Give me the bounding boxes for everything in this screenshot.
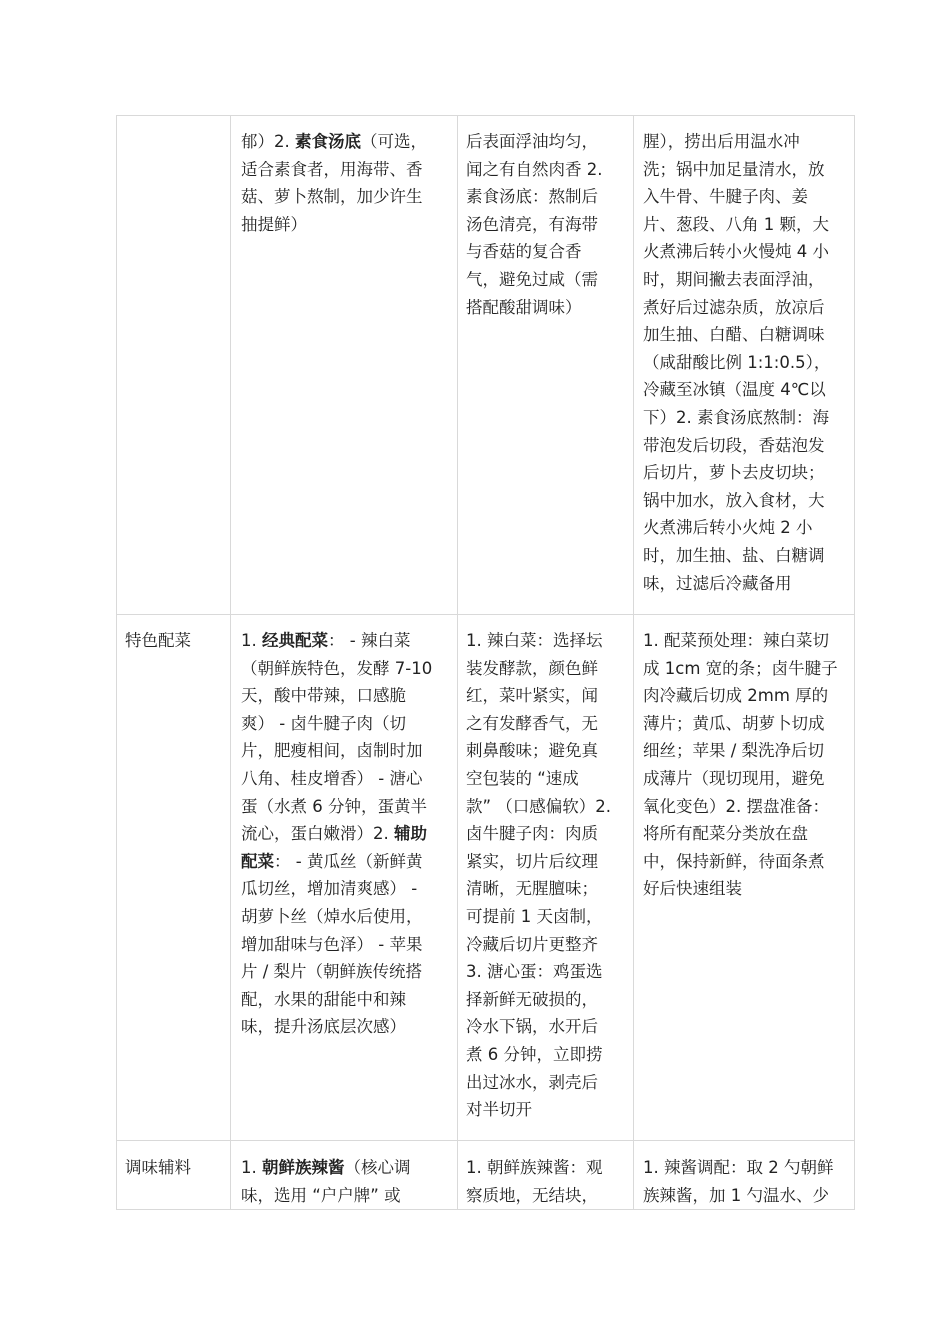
row-divider-2 [116,1140,855,1141]
row1-col1-cell: 1. 经典配菜： - 辣白菜 （朝鲜族特色，发酵 7-10 天，酸中带辣，口感脆 爽） - 卤牛腱子肉（切 片，肥瘦相间，卤制时加 八角、桂皮增香） - 溏心 蛋（水煮 6 分钟，蛋黄半 流心，蛋白嫩滑）2. 辅助 配菜： - 黄瓜丝（新鲜黄 瓜切丝，增加清爽感） - 胡萝卜丝（焯水后使用， 增加甜味与色泽） - 苹果 片 / 梨片（朝鲜族传统搭 配，水果的甜能中和辣 味，提升汤底层次感） [241,631,433,1037]
row0-col2-cell: 后表面浮油均匀， 闻之有自然肉香 2. 素食汤底：熬制后 汤色清亮，有海带 与香菇的复合香 气，避免过咸（需 搭配酸甜调味） [466,132,603,317]
table-border-left [116,115,117,1210]
column-divider-3 [633,115,634,1210]
table-border-right [854,115,855,1210]
row1-col3-cell: 1. 配菜预处理：辣白菜切 成 1cm 宽的条；卤牛腱子 肉冷藏后切成 2mm 厚的 薄片；黄瓜、胡萝卜切成 细丝；苹果 / 梨洗净后切 成薄片（现切现用，避免 氧化变色）2. 摆盘准备： 将所有配菜分类放在盘 中，保持新鲜，待面条煮 好后快速组装 [643,631,838,899]
row2-category-cell: 调味辅料 [125,1158,191,1177]
column-divider-2 [457,115,458,1210]
row2-col3-cell: 1. 辣酱调配：取 2 勺朝鲜 族辣酱，加 1 勺温水、少 [643,1158,834,1205]
row-divider-1 [116,614,855,615]
row2-col1-cell: 1. 朝鲜族辣酱（核心调 味，选用 “户户牌” 或 [241,1158,411,1205]
row0-col1-cell: 郁）2. 素食汤底（可选， 适合素食者，用海带、香 菇、萝卜熬制，加少许生 抽提鲜） [241,132,427,234]
table-border-top [116,115,855,116]
column-divider-1 [230,115,231,1210]
row0-col3-cell: 腥），捞出后用温水冲 洗；锅中加足量清水，放 入牛骨、牛腱子肉、姜 片、葱段、八角 1 颗，大 火煮沸后转小火慢炖 4 小 时，期间撇去表面浮油， 煮好后过滤杂质，放凉后 加生抽、白醋、白糖调味 （咸甜酸比例 1:1:0.5）， 冷藏至冰镇（温度 4℃以 下）2. 素食汤底熬制：海 带泡发后切段，香菇泡发 后切片，萝卜去皮切块； 锅中加水，放入食材，大 火煮沸后转小火炖 2 小 时，加生抽、盐、白糖调 味，过滤后冷藏备用 [643,132,831,593]
row2-col2-cell: 1. 朝鲜族辣酱：观 察质地，无结块， [466,1158,603,1205]
ingredient-table [116,115,855,1210]
row1-category-cell: 特色配菜 [125,631,191,650]
row1-col2-cell: 1. 辣白菜：选择坛 装发酵款，颜色鲜 红，菜叶紧实，闻 之有发酵香气，无 刺鼻酸味；避免真 空包装的 “速成 款” （口感偏软）2. 卤牛腱子肉：肉质 紧实，切片后纹理 清晰，无腥膻味； 可提前 1 天卤制， 冷藏后切片更整齐 3. 溏心蛋：鸡蛋选 择新鲜无破损的， 冷水下锅，水开后 煮 6 分钟，立即捞 出过冰水，剥壳后 对半切开 [466,631,612,1120]
